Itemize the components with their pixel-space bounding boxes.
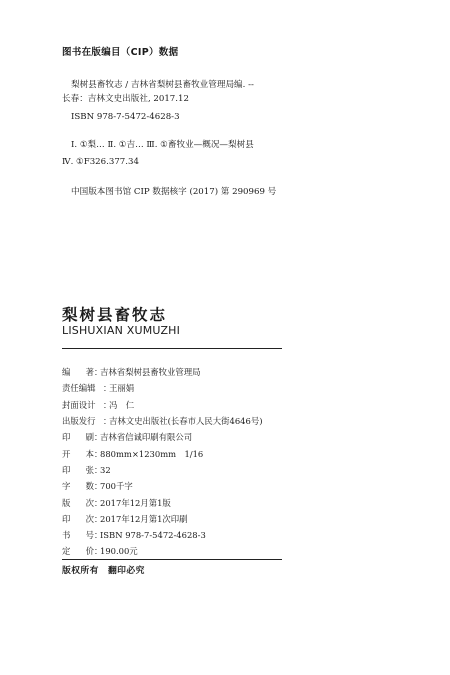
publication-row-value: 2017年12月第1次印刷	[100, 513, 188, 524]
publication-row-label	[62, 480, 94, 492]
label-part: 定	[62, 546, 71, 557]
publication-row	[62, 364, 262, 380]
label-colon: ：	[94, 530, 103, 541]
publication-row-label	[62, 497, 94, 509]
label-colon: ：	[94, 513, 103, 524]
publication-row-label	[62, 366, 94, 378]
cip-line-library-record: 中国版本图书馆 CIP 数据核字 (2017) 第 290969 号	[71, 187, 277, 197]
publication-row	[62, 413, 262, 429]
publication-row-label	[62, 415, 103, 427]
label-part: 字	[62, 481, 71, 492]
publication-row-value: ISBN 978-7-5472-4628-3	[100, 530, 206, 541]
label-part: 出版发行	[62, 416, 96, 427]
label-colon: ：	[94, 448, 103, 459]
publication-row-label	[62, 431, 94, 443]
publication-row-value: 2017年12月第1版	[100, 497, 171, 508]
title-divider	[62, 348, 282, 349]
label-part: 本	[85, 448, 94, 459]
publication-row	[62, 543, 262, 559]
label-colon: ：	[94, 367, 103, 378]
cip-line-classification: Ⅰ. ①梨… Ⅱ. ①吉… Ⅲ. ①畜牧业—概况—梨树县	[71, 140, 254, 150]
label-part: 张	[85, 464, 94, 475]
publication-row-value: 吉林省梨树县畜牧业管理局	[100, 367, 201, 378]
label-colon: ：	[94, 497, 103, 508]
publication-row-value: 32	[100, 464, 111, 475]
label-colon: ：	[94, 432, 103, 443]
publication-row	[62, 478, 262, 494]
cip-line-2: 长春：吉林文史出版社, 2017.12	[62, 94, 189, 104]
label-colon: ：	[103, 383, 112, 394]
publication-row	[62, 397, 262, 413]
details-divider	[62, 559, 282, 560]
publication-row-value: 700千字	[100, 481, 133, 492]
label-part: 次	[85, 513, 94, 524]
label-part: 数	[85, 481, 94, 492]
label-part: 次	[85, 497, 94, 508]
label-part: 印	[62, 513, 71, 524]
label-part: 价	[85, 546, 94, 557]
label-colon: ：	[94, 481, 103, 492]
cip-heading: 图书在版编目（CIP）数据	[62, 47, 179, 58]
publication-row-label	[62, 545, 94, 557]
publication-row-value: 190.00元	[100, 546, 138, 557]
publication-details	[62, 364, 262, 560]
publication-row	[62, 527, 262, 543]
publication-row	[62, 462, 262, 478]
publication-row-label	[62, 382, 103, 394]
cip-line-isbn: ISBN 978-7-5472-4628-3	[71, 112, 180, 122]
book-title-chinese: 梨树县畜牧志	[62, 306, 168, 324]
publication-row-label	[62, 448, 94, 460]
publication-row-value: 吉林文史出版社(长春市人民大街4646号)	[109, 416, 263, 427]
label-part: 印	[62, 464, 71, 475]
label-colon: ：	[103, 399, 112, 410]
label-part: 号	[85, 530, 94, 541]
publication-row-label	[62, 529, 94, 541]
book-title-pinyin: LISHUXIAN XUMUZHI	[62, 324, 181, 337]
label-part: 开	[62, 448, 71, 459]
label-part: 编	[62, 367, 71, 378]
publication-row	[62, 445, 262, 461]
publication-row	[62, 511, 262, 527]
publication-row-value: 冯 仁	[109, 399, 135, 410]
publication-row-label	[62, 464, 94, 476]
publication-row-value: 880mm×1230mm 1/16	[100, 448, 204, 459]
label-part: 责任编辑	[62, 383, 96, 394]
publication-row-value: 吉林省信诚印刷有限公司	[100, 432, 193, 443]
label-part: 书	[62, 530, 71, 541]
label-part: 刷	[85, 432, 94, 443]
cip-line-1: 梨树县畜牧志 / 吉林省梨树县畜牧业管理局编. --	[71, 80, 254, 90]
publication-row	[62, 429, 262, 445]
publication-row	[62, 380, 262, 396]
cip-line-class-number: Ⅳ. ①F326.377.34	[62, 157, 139, 167]
publication-row-label	[62, 399, 103, 411]
publication-row-value: 王丽娟	[109, 383, 135, 394]
label-part: 印	[62, 432, 71, 443]
label-part: 版	[62, 497, 71, 508]
label-part: 封面设计	[62, 399, 96, 410]
publication-row-label	[62, 513, 94, 525]
publication-row	[62, 494, 262, 510]
label-colon: ：	[94, 464, 103, 475]
label-part: 著	[85, 367, 94, 378]
copyright-notice: 版权所有 翻印必究	[62, 566, 145, 576]
label-colon: ：	[94, 546, 103, 557]
label-colon: ：	[103, 416, 112, 427]
